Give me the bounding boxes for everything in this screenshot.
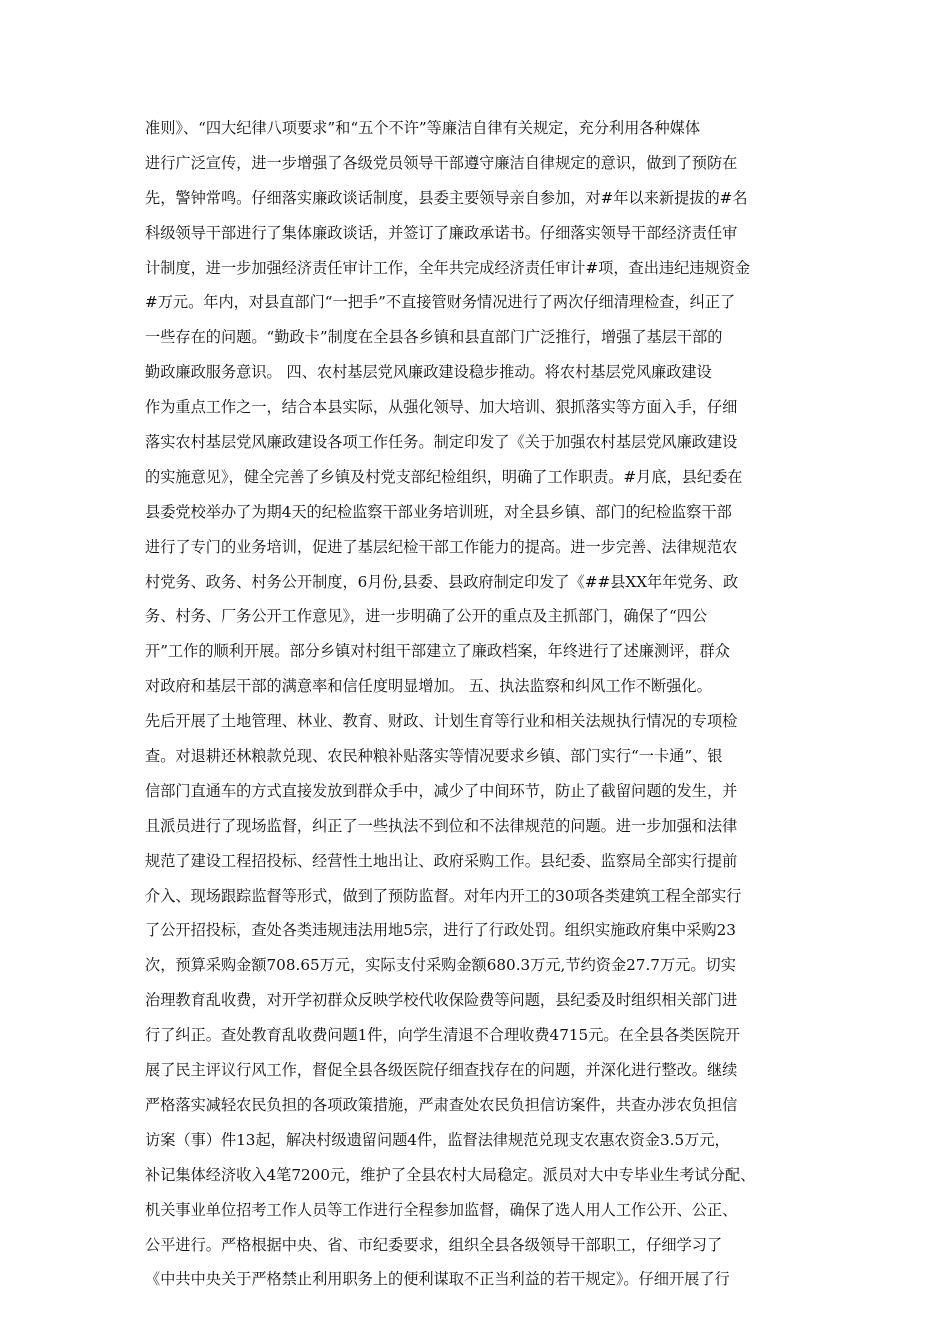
- text-line: 公平进行。严格根据中央、省、市纪委要求，组织全县各级领导干部职工，仔细学习了: [145, 1235, 723, 1254]
- text-line: 先，警钟常鸣。仔细落实廉政谈话制度，县委主要领导亲自参加，对#年以来新提拔的#名: [145, 188, 748, 207]
- text-line: 查。对退耕还林粮款兑现、农民种粮补贴落实等情况要求乡镇、部门实行“一卡通”、银: [145, 747, 723, 766]
- text-line: 了公开招投标，查处各类违规违法用地5宗，进行了行政处罚。组织实施政府集中采购23: [145, 921, 736, 940]
- text-line: 机关事业单位招考工作人员等工作进行全程参加监督，确保了选人用人工作公开、公正、: [145, 1200, 738, 1219]
- text-line: 科级领导干部进行了集体廉政谈话，并签订了廉政承诺书。仔细落实领导干部经济责任审: [145, 223, 738, 242]
- text-line: 村党务、政务、村务公开制度，6月份,县委、县政府制定印发了《##县XX年年党务、政: [145, 572, 739, 591]
- text-line: 展了民主评议行风工作，督促全县各级医院仔细查找存在的问题，并深化进行整改。继续: [145, 1061, 738, 1080]
- text-line: 对政府和基层干部的满意率和信任度明显增加。 五、执法监察和纠风工作不断强化。: [145, 677, 712, 696]
- text-line: 准则》、“四大纪律八项要求”和“五个不许”等廉洁自律有关规定，充分利用各种媒体: [145, 119, 701, 137]
- text-line: 严格落实减轻农民负担的各项政策措施，严肃查处农民负担信访案件，共查办涉农负担信: [145, 1095, 738, 1114]
- text-line: 进行了专门的业务培训，促进了基层纪检干部工作能力的提高。进一步完善、法律规范农: [145, 537, 738, 556]
- text-line: 规范了建设工程招投标、经营性土地出让、政府采购工作。县纪委、监察局全部实行提前: [145, 851, 738, 870]
- text-line: 《中共中央关于严格禁止利用职务上的便利谋取不正当利益的若干规定》。仔细开展了行: [145, 1270, 730, 1289]
- text-line: 先后开展了土地管理、林业、教育、财政、计划生育等行业和相关法规执行情况的专项检: [145, 712, 738, 731]
- text-line: 行了纠正。查处教育乱收费问题1件，向学生清退不合理收费4715元。在全县各类医院开: [145, 1026, 741, 1045]
- text-line: 治理教育乱收费，对开学初群众反映学校代收保险费等问题，县纪委及时组织相关部门进: [145, 991, 738, 1010]
- body-text: [145, 111, 815, 1297]
- text-line: 补记集体经济收入4笔7200元，维护了全县农村大局稳定。派员对大中专毕业生考试分配、: [145, 1165, 756, 1184]
- text-line: 务、村务、厂务公开工作意见》，进一步明确了公开的重点及主抓部门，确保了“四公: [145, 607, 708, 626]
- text-line: 县委党校举办了为期4天的纪检监察干部业务培训班，对全县乡镇、部门的纪检监察干部: [145, 502, 732, 521]
- text-line: 访案（事）件13起，解决村级遗留问题4件，监督法律规范兑现支农惠农资金3.5万元，: [145, 1130, 730, 1149]
- text-line: 次，预算采购金额708.65万元，实际支付采购金额680.3万元,节约资金27.7万元。切实: [145, 956, 736, 975]
- text-line: 且派员进行了现场监督，纠正了一些执法不到位和不法律规范的问题。进一步加强和法律: [145, 816, 738, 835]
- text-line: 进行广泛宣传，进一步增强了各级党员领导干部遵守廉洁自律规定的意识，做到了预防在: [145, 153, 738, 172]
- text-line: 作为重点工作之一，结合本县实际，从强化领导、加大培训、狠抓落实等方面入手，仔细: [145, 398, 738, 417]
- text-line: 介入、现场跟踪监督等形式，做到了预防监督。对年内开工的30项各类建筑工程全部实行: [145, 886, 742, 905]
- text-line: 勤政廉政服务意识。 四、农村基层党风廉政建设稳步推动。将农村基层党风廉政建设: [145, 363, 712, 382]
- text-line: 计制度，进一步加强经济责任审计工作，全年共完成经济责任审计#项，查出违纪违规资金: [145, 258, 751, 277]
- text-line: 一些存在的问题。“勤政卡”制度在全县各乡镇和县直部门广泛推行，增强了基层干部的: [145, 328, 723, 347]
- text-line: 落实农村基层党风廉政建设各项工作任务。制定印发了《关于加强农村基层党风廉政建设: [145, 433, 738, 452]
- text-line: 开”工作的顺利开展。部分乡镇对村组干部建立了廉政档案，年终进行了述廉测评，群众: [145, 642, 730, 661]
- text-line: 信部门直通车的方式直接发放到群众手中，减少了中间环节，防止了截留问题的发生，并: [145, 781, 738, 800]
- text-line: 的实施意见》，健全完善了乡镇及村党支部纪检组织，明确了工作职责。#月底，县纪委在: [145, 467, 743, 486]
- text-line: #万元。年内，对县直部门“一把手”不直接管财务情况进行了两次仔细清理检查，纠正了: [145, 293, 736, 312]
